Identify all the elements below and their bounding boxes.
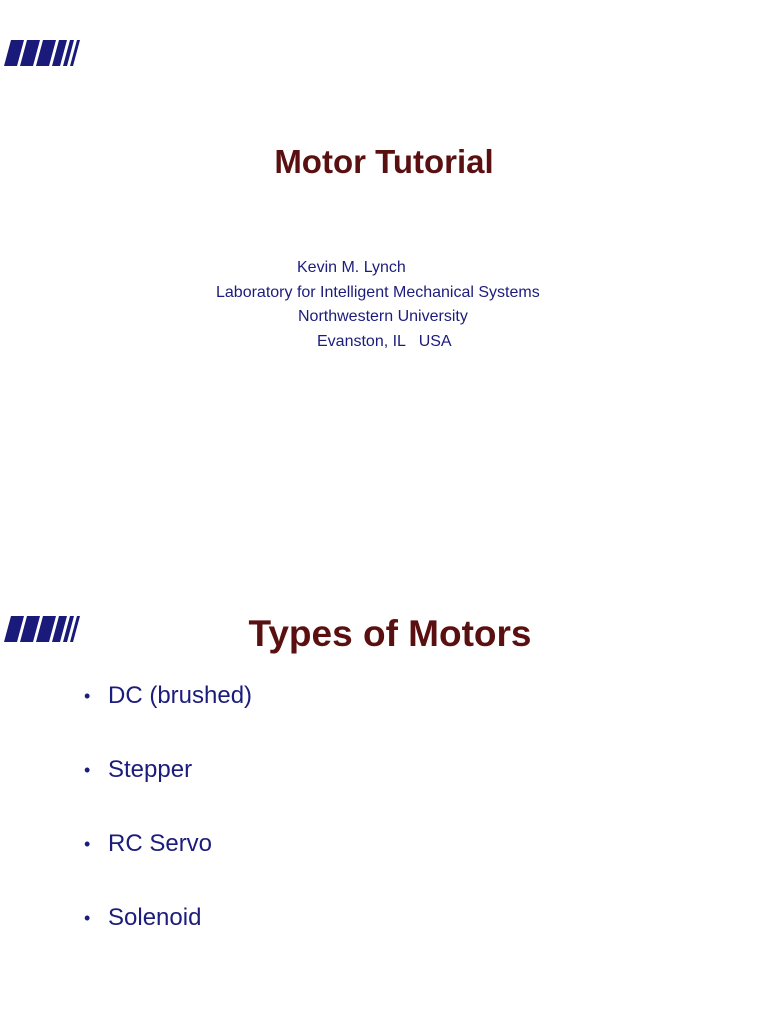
list-item [84,682,252,710]
list-item-text: Solenoid [108,904,202,931]
author-name: Kevin M. Lynch [297,259,406,276]
list-item [84,830,252,858]
author-lab: Laboratory for Intelligent Mechanical Systems [216,284,540,301]
bullet-icon: • [84,834,91,854]
stripe-shape [36,40,56,66]
author-university: Northwestern University [298,308,468,325]
bullet-icon: • [84,686,91,706]
list-item-text: Stepper [108,756,193,783]
motor-types-list [84,682,252,978]
list-item-text: DC (brushed) [108,682,253,709]
author-location: Evanston, IL USA [317,333,452,350]
list-item [84,756,252,784]
list-item-text: RC Servo [108,830,213,857]
stripes-logo-icon [0,38,80,68]
bullet-icon: • [84,760,91,780]
slide-title-heading: Motor Tutorial [274,143,494,180]
slide-types-of-motors [0,512,768,1024]
slide-heading: Types of Motors [248,613,532,654]
stripe-shape [4,40,24,66]
stripe-shape [20,40,40,66]
bullet-icon: • [84,908,91,928]
list-item [84,904,252,932]
